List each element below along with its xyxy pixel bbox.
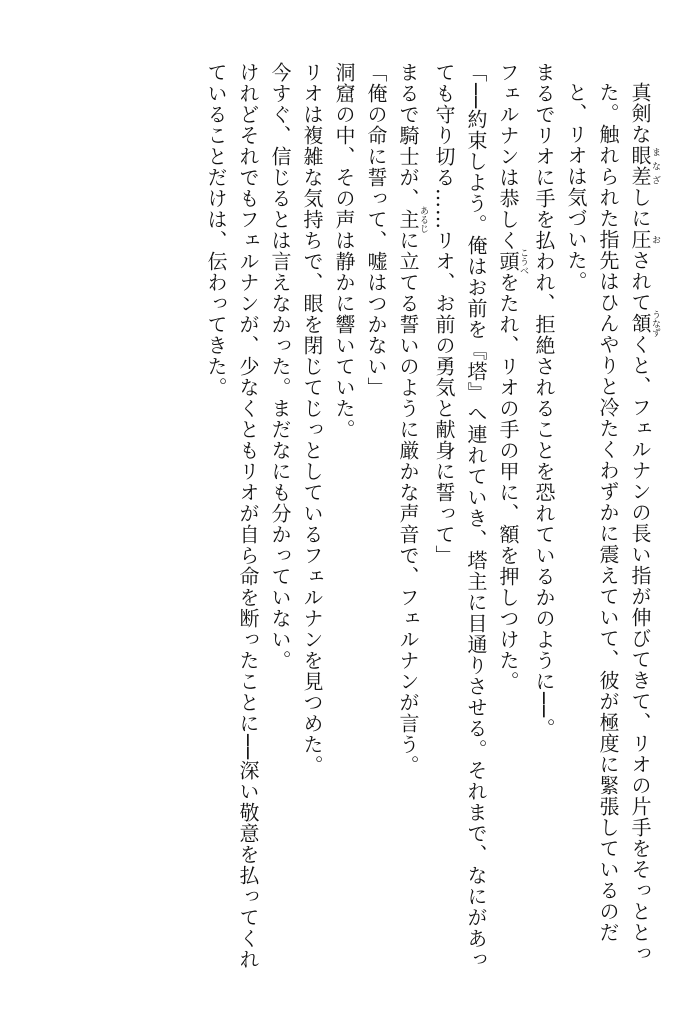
text-run: をたれ、リオの手の甲に、額を押しつけた。: [496, 272, 520, 692]
ruby-base: 頷: [628, 310, 652, 337]
text-run: まるでリオに手を払われ、拒絶されることを恐れているかのように──。: [532, 62, 556, 740]
ruby-reading: まなざ: [650, 145, 660, 187]
text-run: 今すぐ、信じるとは言えなかった。まだなにも分かっていない。: [268, 62, 292, 671]
paragraph: [200, 62, 264, 972]
paragraph: [528, 62, 560, 972]
text-run: けれどそれでもフェルナンが、少なくともリオが自ら命を断ったことに──深い敬意を払ってくれていることだけは、伝わってきた。: [204, 62, 260, 971]
ruby-annotation: [496, 248, 528, 275]
text-run: 真剣な: [628, 82, 652, 145]
text-run: くと、フェルナンの長い指が伸びてきて、リオの片手をそっととった。触れられた指先はひんやりと冷たくわずかに震えていて、彼が極度に緊張しているのだと、リオは気づいた。: [564, 82, 652, 964]
ruby-annotation: [396, 206, 428, 233]
paragraph: [296, 62, 328, 972]
ruby-annotation: [628, 229, 660, 250]
paragraph: [360, 62, 392, 972]
text-run: 「俺の命に誓って、嘘はつかない」: [364, 62, 388, 398]
ruby-annotation: [628, 310, 660, 337]
ruby-base: 主: [396, 206, 420, 233]
paragraph: [392, 62, 428, 972]
ruby-reading: お: [650, 229, 660, 250]
text-run: しに: [628, 187, 652, 229]
ruby-base: 眼差: [628, 145, 652, 187]
novel-page-text: [30, 62, 660, 972]
ruby-annotation: [628, 145, 660, 187]
text-run: 洞窟の中、その声は静かに響いていた。: [332, 62, 356, 440]
text-run: まるで騎士が、: [396, 62, 420, 209]
ruby-base: 頭: [496, 248, 520, 275]
paragraph: [264, 62, 296, 972]
paragraph: [492, 62, 528, 972]
paragraph: [328, 62, 360, 972]
paragraph: [560, 62, 660, 972]
text-run: リオは複雑な気持ちで、眼を閉じてじっとしているフェルナンを見つめた。: [300, 62, 324, 776]
ruby-reading: こうべ: [518, 248, 528, 275]
ruby-reading: あるじ: [418, 206, 428, 233]
ruby-base: 圧: [628, 229, 652, 250]
ruby-reading: うなず: [650, 310, 660, 337]
text-run: に立てる誓いのように厳かな声音で、フェルナンが言う。: [396, 230, 420, 776]
text-run: フェルナンは恭しく: [496, 62, 520, 251]
paragraph: [428, 62, 492, 972]
text-run: されて: [628, 250, 652, 313]
text-run: 「──約束しよう。俺はお前を『塔』へ連れていき、塔主に目通りさせる。それまで、なにがあっても守り切る……リオ、お前の勇気と献身に誓って」: [432, 62, 488, 971]
